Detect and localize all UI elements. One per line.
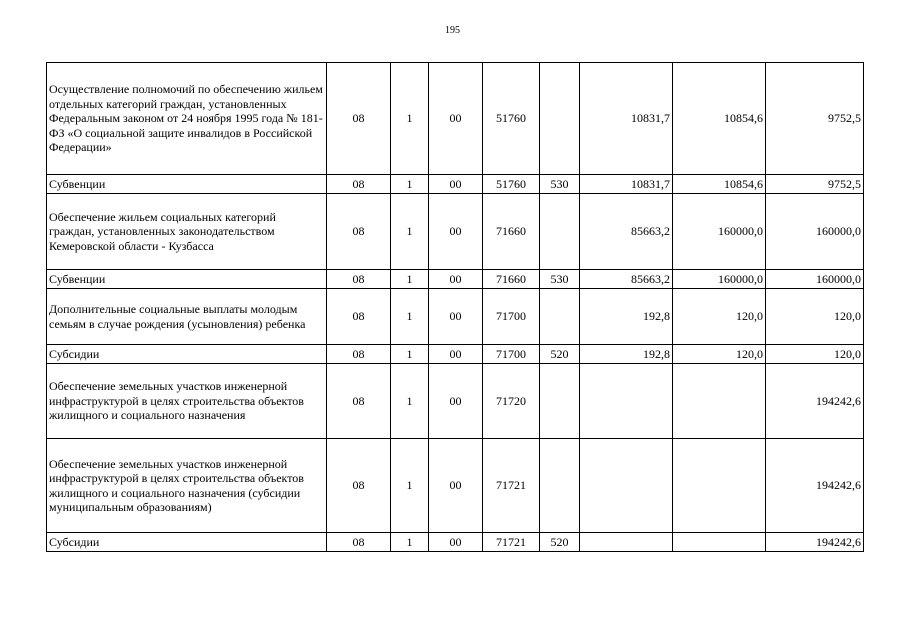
row-subsection: 1 — [391, 364, 429, 439]
row-program: 00 — [429, 533, 483, 552]
row-code: 71720 — [483, 364, 540, 439]
row-section: 08 — [327, 63, 391, 175]
row-program: 00 — [429, 194, 483, 270]
row-value-2 — [673, 439, 766, 533]
row-value-2: 160000,0 — [673, 270, 766, 289]
row-value-1: 192,8 — [580, 289, 673, 345]
row-type — [540, 289, 580, 345]
row-section: 08 — [327, 364, 391, 439]
row-section: 08 — [327, 194, 391, 270]
row-subsection: 1 — [391, 289, 429, 345]
row-value-2: 120,0 — [673, 289, 766, 345]
row-value-2 — [673, 533, 766, 552]
row-subsection: 1 — [391, 270, 429, 289]
table-row — [47, 289, 864, 345]
row-name: Субвенции — [47, 175, 327, 194]
row-type: 520 — [540, 345, 580, 364]
row-value-1: 85663,2 — [580, 194, 673, 270]
row-value-1: 192,8 — [580, 345, 673, 364]
row-value-3: 194242,6 — [766, 364, 864, 439]
row-section: 08 — [327, 533, 391, 552]
row-program: 00 — [429, 364, 483, 439]
row-type: 530 — [540, 270, 580, 289]
row-section: 08 — [327, 345, 391, 364]
row-name: Субсидии — [47, 533, 327, 552]
row-subsection: 1 — [391, 345, 429, 364]
row-value-2: 160000,0 — [673, 194, 766, 270]
row-program: 00 — [429, 63, 483, 175]
row-value-2: 10854,6 — [673, 175, 766, 194]
row-value-3: 160000,0 — [766, 270, 864, 289]
row-program: 00 — [429, 270, 483, 289]
row-section: 08 — [327, 289, 391, 345]
table-row — [47, 364, 864, 439]
budget-table — [46, 62, 864, 552]
row-code: 51760 — [483, 175, 540, 194]
table-row — [47, 533, 864, 552]
row-value-3: 120,0 — [766, 289, 864, 345]
row-subsection: 1 — [391, 439, 429, 533]
row-code: 71721 — [483, 533, 540, 552]
table-row — [47, 194, 864, 270]
row-section: 08 — [327, 439, 391, 533]
row-value-3: 160000,0 — [766, 194, 864, 270]
row-value-1 — [580, 439, 673, 533]
row-value-1 — [580, 364, 673, 439]
row-type — [540, 194, 580, 270]
row-subsection: 1 — [391, 533, 429, 552]
row-type — [540, 439, 580, 533]
row-value-2: 120,0 — [673, 345, 766, 364]
row-name: Обеспечение земельных участков инженерной инфраструктурой в целях строительства объектов жилищного и социального назначения — [47, 364, 327, 439]
row-value-3: 9752,5 — [766, 175, 864, 194]
table-row — [47, 175, 864, 194]
row-value-2: 10854,6 — [673, 63, 766, 175]
row-subsection: 1 — [391, 175, 429, 194]
row-name: Осуществление полномочий по обеспечению жильем отдельных категорий граждан, установленных Федеральным законом от 24 ноября 1995 года № 181-ФЗ «О социальной защите инвалидов в Российской Федерации» — [47, 63, 327, 175]
row-type: 520 — [540, 533, 580, 552]
row-code: 71721 — [483, 439, 540, 533]
row-value-1 — [580, 533, 673, 552]
row-code: 71660 — [483, 194, 540, 270]
row-code: 71700 — [483, 345, 540, 364]
row-type — [540, 63, 580, 175]
row-code: 71660 — [483, 270, 540, 289]
row-section: 08 — [327, 270, 391, 289]
row-value-3: 120,0 — [766, 345, 864, 364]
row-value-1: 10831,7 — [580, 175, 673, 194]
row-name: Дополнительные социальные выплаты молодым семьям в случае рождения (усыновления) ребенка — [47, 289, 327, 345]
table-row — [47, 270, 864, 289]
table-row — [47, 439, 864, 533]
row-name: Обеспечение жильем социальных категорий граждан, установленных законодательством Кемеровской области - Кузбасса — [47, 194, 327, 270]
row-name: Субсидии — [47, 345, 327, 364]
row-program: 00 — [429, 345, 483, 364]
row-subsection: 1 — [391, 63, 429, 175]
row-name: Обеспечение земельных участков инженерной инфраструктурой в целях строительства объектов жилищного и социального назначения (субсидии муниципальным образованиям) — [47, 439, 327, 533]
row-value-1: 85663,2 — [580, 270, 673, 289]
row-value-1: 10831,7 — [580, 63, 673, 175]
row-section: 08 — [327, 175, 391, 194]
page-number: 195 — [445, 25, 460, 36]
row-program: 00 — [429, 439, 483, 533]
row-value-3: 9752,5 — [766, 63, 864, 175]
row-type — [540, 364, 580, 439]
row-program: 00 — [429, 289, 483, 345]
row-type: 530 — [540, 175, 580, 194]
row-program: 00 — [429, 175, 483, 194]
row-subsection: 1 — [391, 194, 429, 270]
row-value-3: 194242,6 — [766, 439, 864, 533]
row-value-3: 194242,6 — [766, 533, 864, 552]
table-row — [47, 345, 864, 364]
row-value-2 — [673, 364, 766, 439]
table-row — [47, 63, 864, 175]
row-name: Субвенции — [47, 270, 327, 289]
row-code: 71700 — [483, 289, 540, 345]
row-code: 51760 — [483, 63, 540, 175]
